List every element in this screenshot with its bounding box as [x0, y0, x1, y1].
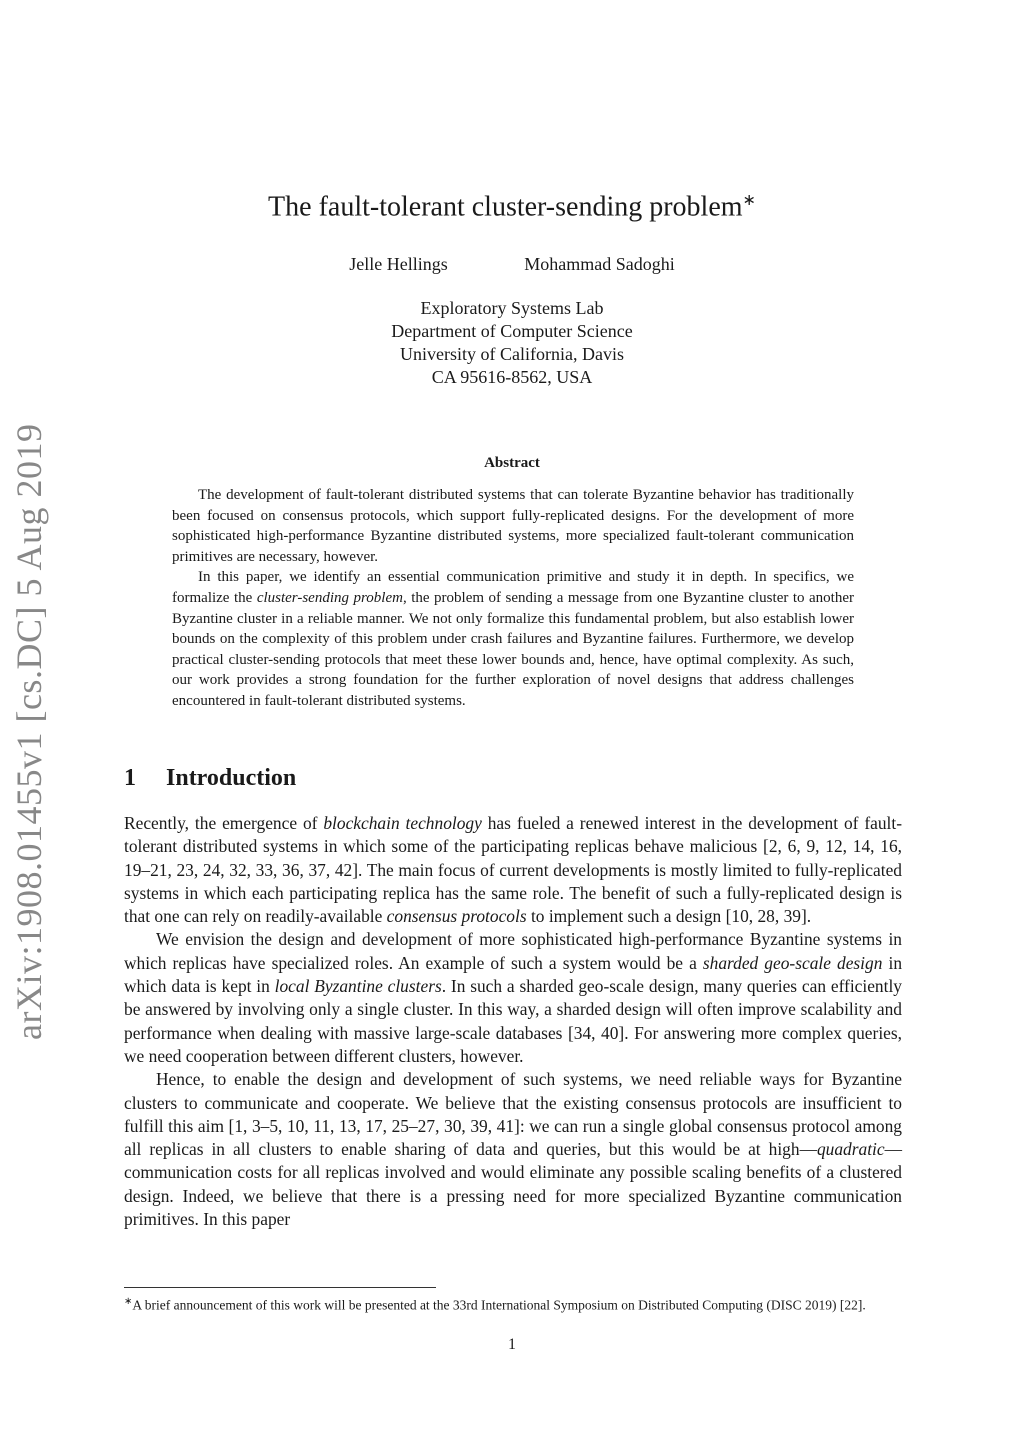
footnote-text: A brief announcement of this work will be presented at the 33rd International Symposium on Distributed Computing (DISC 2019) [22]. — [132, 1297, 866, 1313]
term-blockchain-technology: blockchain technology — [323, 813, 482, 833]
body-paragraph-3: Hence, to enable the design and development of such systems, we need reliable ways for Byzantine clusters to communicate and cooperate. We believe that the existing consensus protocols are insufficient to fulfill this aim [1, 3–5, 10, 11, 13, 17, 25–27, 30, 39, 41]: we can run a single global consensus protocol among all replicas in all clusters to enable sharing of data and queries, but this would be at high—quadratic—communication costs for all replicas involved and would eliminate any possible scaling benefits of a clustered design. Indeed, we believe that there is a pressing need for more specialized Byzantine communication primitives. In this paper — [124, 1069, 902, 1230]
abstract-body — [172, 485, 854, 712]
term-local-byzantine-clusters: local Byzantine clusters — [274, 976, 442, 997]
author-1: Jelle Hellings — [349, 254, 448, 274]
author-list — [0, 254, 1024, 275]
introduction-body — [124, 812, 902, 1231]
section-number: 1 — [124, 765, 136, 791]
term-sharded-geo-scale-design: sharded geo-scale design — [702, 952, 883, 973]
term-quadratic: quadratic — [816, 1139, 885, 1160]
footnote — [124, 1293, 902, 1315]
footnote-divider — [124, 1287, 436, 1288]
term-consensus-protocols: consensus protocols — [386, 906, 527, 927]
affiliation-address: CA 95616-8562, USA — [431, 367, 593, 387]
title-footnote-marker: ∗ — [742, 192, 756, 209]
affiliation-university: University of California, Davis — [400, 344, 624, 364]
footnote-marker: ∗ — [124, 1296, 133, 1307]
affiliation-block — [0, 297, 1024, 389]
affiliation-department: Department of Computer Science — [391, 321, 633, 341]
affiliation-lab: Exploratory Systems Lab — [420, 298, 604, 318]
abstract-paragraph-2: In this paper, we identify an essential communication primitive and study it in depth. In specifics, we formalize the cluster-sending problem, the problem of sending a message from one Byzantine cluster to another Byzantine cluster in a reliable manner. We not only formalize this fundamental problem, but also establish lower bounds on the complexity of this problem under crash failures and Byzantine failures. Furthermore, we develop practical cluster-sending protocols that meet these lower bounds and, hence, have optimal complexity. As such, our work provides a strong foundation for the further exploration of novel designs that address challenges encountered in fault-tolerant distributed systems. — [172, 569, 855, 709]
paper-title — [0, 190, 1024, 223]
body-paragraph-1: Recently, the emergence of blockchain technology has fueled a renewed interest in the development of fault-tolerant distributed systems in which some of the participating replicas behave malicious [2, 6, 9, 12, 14, 16, 19–21, 23, 24, 32, 33, 36, 37, 42]. The main focus of current developments is mostly limited to fully-replicated systems in which each participating replica has the same role. The benefit of such a fully-replicated design is that one can rely on readily-available consensus protocols to implement such a design [10, 28, 39]. — [124, 813, 902, 927]
term-cluster-sending-problem: cluster-sending problem — [256, 589, 403, 606]
body-paragraph-2: We envision the design and development of more sophisticated high-performance Byzantine systems in which replicas have specialized roles. An example of such a system would be a sharded geo-scale design in which data is kept in local Byzantine clusters. In such a sharded geo-scale design, many queries can efficiently be answered by involving only a single cluster. In this way, a sharded design will often improve scalability and performance when dealing with massive large-scale databases [34, 40]. For answering more complex queries, we need cooperation between different clusters, however. — [124, 929, 903, 1066]
section-title: Introduction — [166, 765, 297, 791]
paper-title-text: The fault-tolerant cluster-sending problem — [268, 191, 743, 223]
author-2: Mohammad Sadoghi — [524, 254, 675, 274]
abstract-paragraph-1: The development of fault-tolerant distributed systems that can tolerate Byzantine behavior has traditionally been focused on consensus protocols, which support fully-replicated designs. For the development of more sophisticated high-performance Byzantine distributed systems, more specialized fault-tolerant communication primitives are necessary, however. — [172, 487, 854, 565]
arxiv-identifier: arXiv:1908.01455v1 [cs.DC] 5 Aug 2019 — [9, 423, 49, 1040]
section-heading-introduction — [124, 765, 296, 792]
abstract-heading: Abstract — [484, 455, 540, 471]
page-number: 1 — [508, 1336, 516, 1353]
